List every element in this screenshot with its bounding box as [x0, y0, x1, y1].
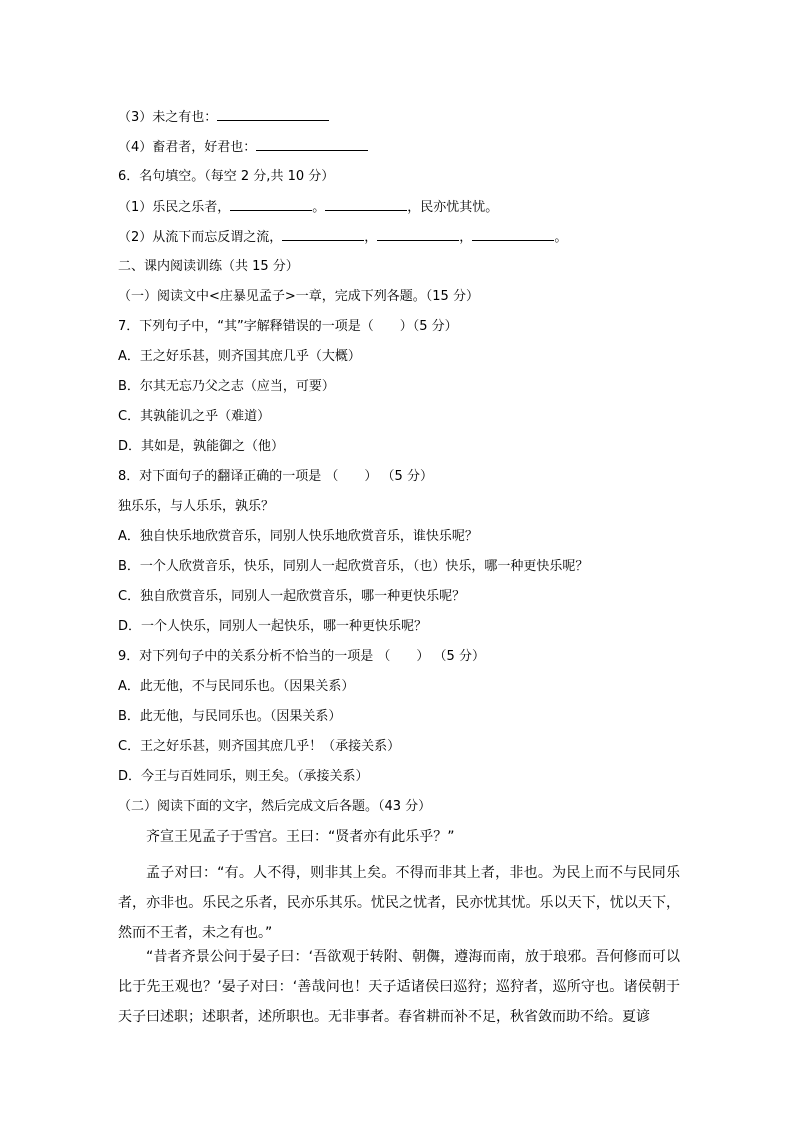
question-7-option-b: B．尔其无忘乃父之志（应当，可要） — [118, 379, 335, 394]
question-6-item-1 — [118, 198, 498, 217]
passage-paragraph-3: “昔者齐景公问于晏子曰：‘吾欲观于转附、朝儛，遵海而南，放于琅邪。吾何修而可以比于先王观也？’晏子对曰：‘善哉问也！天子适诸侯曰巡狩；巡狩者，巡所守也。诸侯朝于天子曰述职；述职者，述所职也。无非事者。春省耕而补不足，秋省敛而助不给。夏谚 — [118, 949, 680, 1025]
question-8-option-b: B．一个人欣赏音乐，快乐，同别人一起欣赏音乐，（也）快乐，哪一种更快乐呢？ — [118, 559, 589, 574]
question-8-option-c: C．独自欣赏音乐，同别人一起欣赏音乐，哪一种更快乐呢？ — [118, 589, 466, 604]
q6-2-text-b: ， — [364, 230, 378, 245]
q6-2-text-a: （2）从流下而忘反谓之流， — [118, 230, 283, 245]
answer-blank[interactable] — [325, 198, 407, 211]
question-7: 7．下列句子中，“其”字解释错误的一项是（ ）（5 分） — [118, 319, 458, 334]
question-6: 6．名句填空。（每空 2 分,共 10 分） — [118, 169, 335, 184]
question-7-option-d: D．其如是，孰能御之（他） — [118, 439, 285, 454]
q6-1-text-a: （1）乐民之乐者， — [118, 200, 231, 215]
subsection-2-heading: （二）阅读下面的文字，然后完成文后各题。（43 分） — [118, 799, 432, 814]
q6-2-text-d: 。 — [554, 230, 568, 245]
question-7-option-a: A．王之好乐甚，则齐国其庶几乎（大概） — [118, 349, 361, 364]
question-7-option-c: C．其孰能讥之乎（难道） — [118, 409, 271, 424]
answer-line-4 — [118, 138, 368, 157]
question-8-option-a: A．独自快乐地欣赏音乐，同别人快乐地欣赏音乐，谁快乐呢？ — [118, 529, 478, 544]
passage-paragraph-2: 孟子对曰：“有。人不得，则非其上矣。不得而非其上者，非也。为民上而不与民同乐者，亦非也。乐民之乐者，民亦乐其乐。忧民之忧者，民亦忧其忧。乐以天下，忧以天下，然而不王者，未之有也。” — [118, 865, 680, 941]
question-9: 9．对下列句子中的关系分析不恰当的一项是 （ ） （5 分） — [118, 649, 485, 664]
subsection-1-heading: （一）阅读文中<庄暴见孟子>一章，完成下列各题。（15 分） — [118, 289, 479, 304]
question-9-option-c: C．王之好乐甚，则齐国其庶几乎！（承接关系） — [118, 739, 401, 754]
answer-blank[interactable] — [472, 228, 554, 241]
q6-2-text-c: ， — [459, 230, 473, 245]
question-8-sentence: 独乐乐，与人乐乐，孰乐？ — [118, 499, 275, 514]
question-9-option-b: B．此无他，与民同乐也。（因果关系） — [118, 709, 342, 724]
passage-paragraph-1: 齐宣王见孟子于雪宫。王曰：“贤者亦有此乐乎？” — [146, 829, 455, 845]
q6-1-text-b: 。 — [312, 200, 326, 215]
question-9-option-a: A．此无他，不与民同乐也。（因果关系） — [118, 679, 355, 694]
q6-1-text-c: ，民亦忧其忧。 — [407, 200, 499, 215]
answer-blank[interactable] — [217, 108, 329, 121]
answer-line-3 — [118, 108, 329, 127]
answer-line-4-text: （4）畜君者，好君也： — [118, 140, 257, 155]
answer-blank[interactable] — [282, 228, 364, 241]
question-8: 8．对下面句子的翻译正确的一项是 （ ） （5 分） — [118, 469, 433, 484]
question-8-option-d: D．一个人快乐，同别人一起快乐，哪一种更快乐呢？ — [118, 619, 428, 634]
question-9-option-d: D．今王与百姓同乐，则王矣。（承接关系） — [118, 769, 369, 784]
answer-blank[interactable] — [230, 198, 312, 211]
section-2-heading: 二、课内阅读训练（共 15 分） — [118, 259, 299, 274]
answer-blank[interactable] — [256, 138, 368, 151]
question-6-item-2 — [118, 228, 567, 247]
answer-blank[interactable] — [377, 228, 459, 241]
answer-line-3-text: （3）未之有也： — [118, 110, 218, 125]
